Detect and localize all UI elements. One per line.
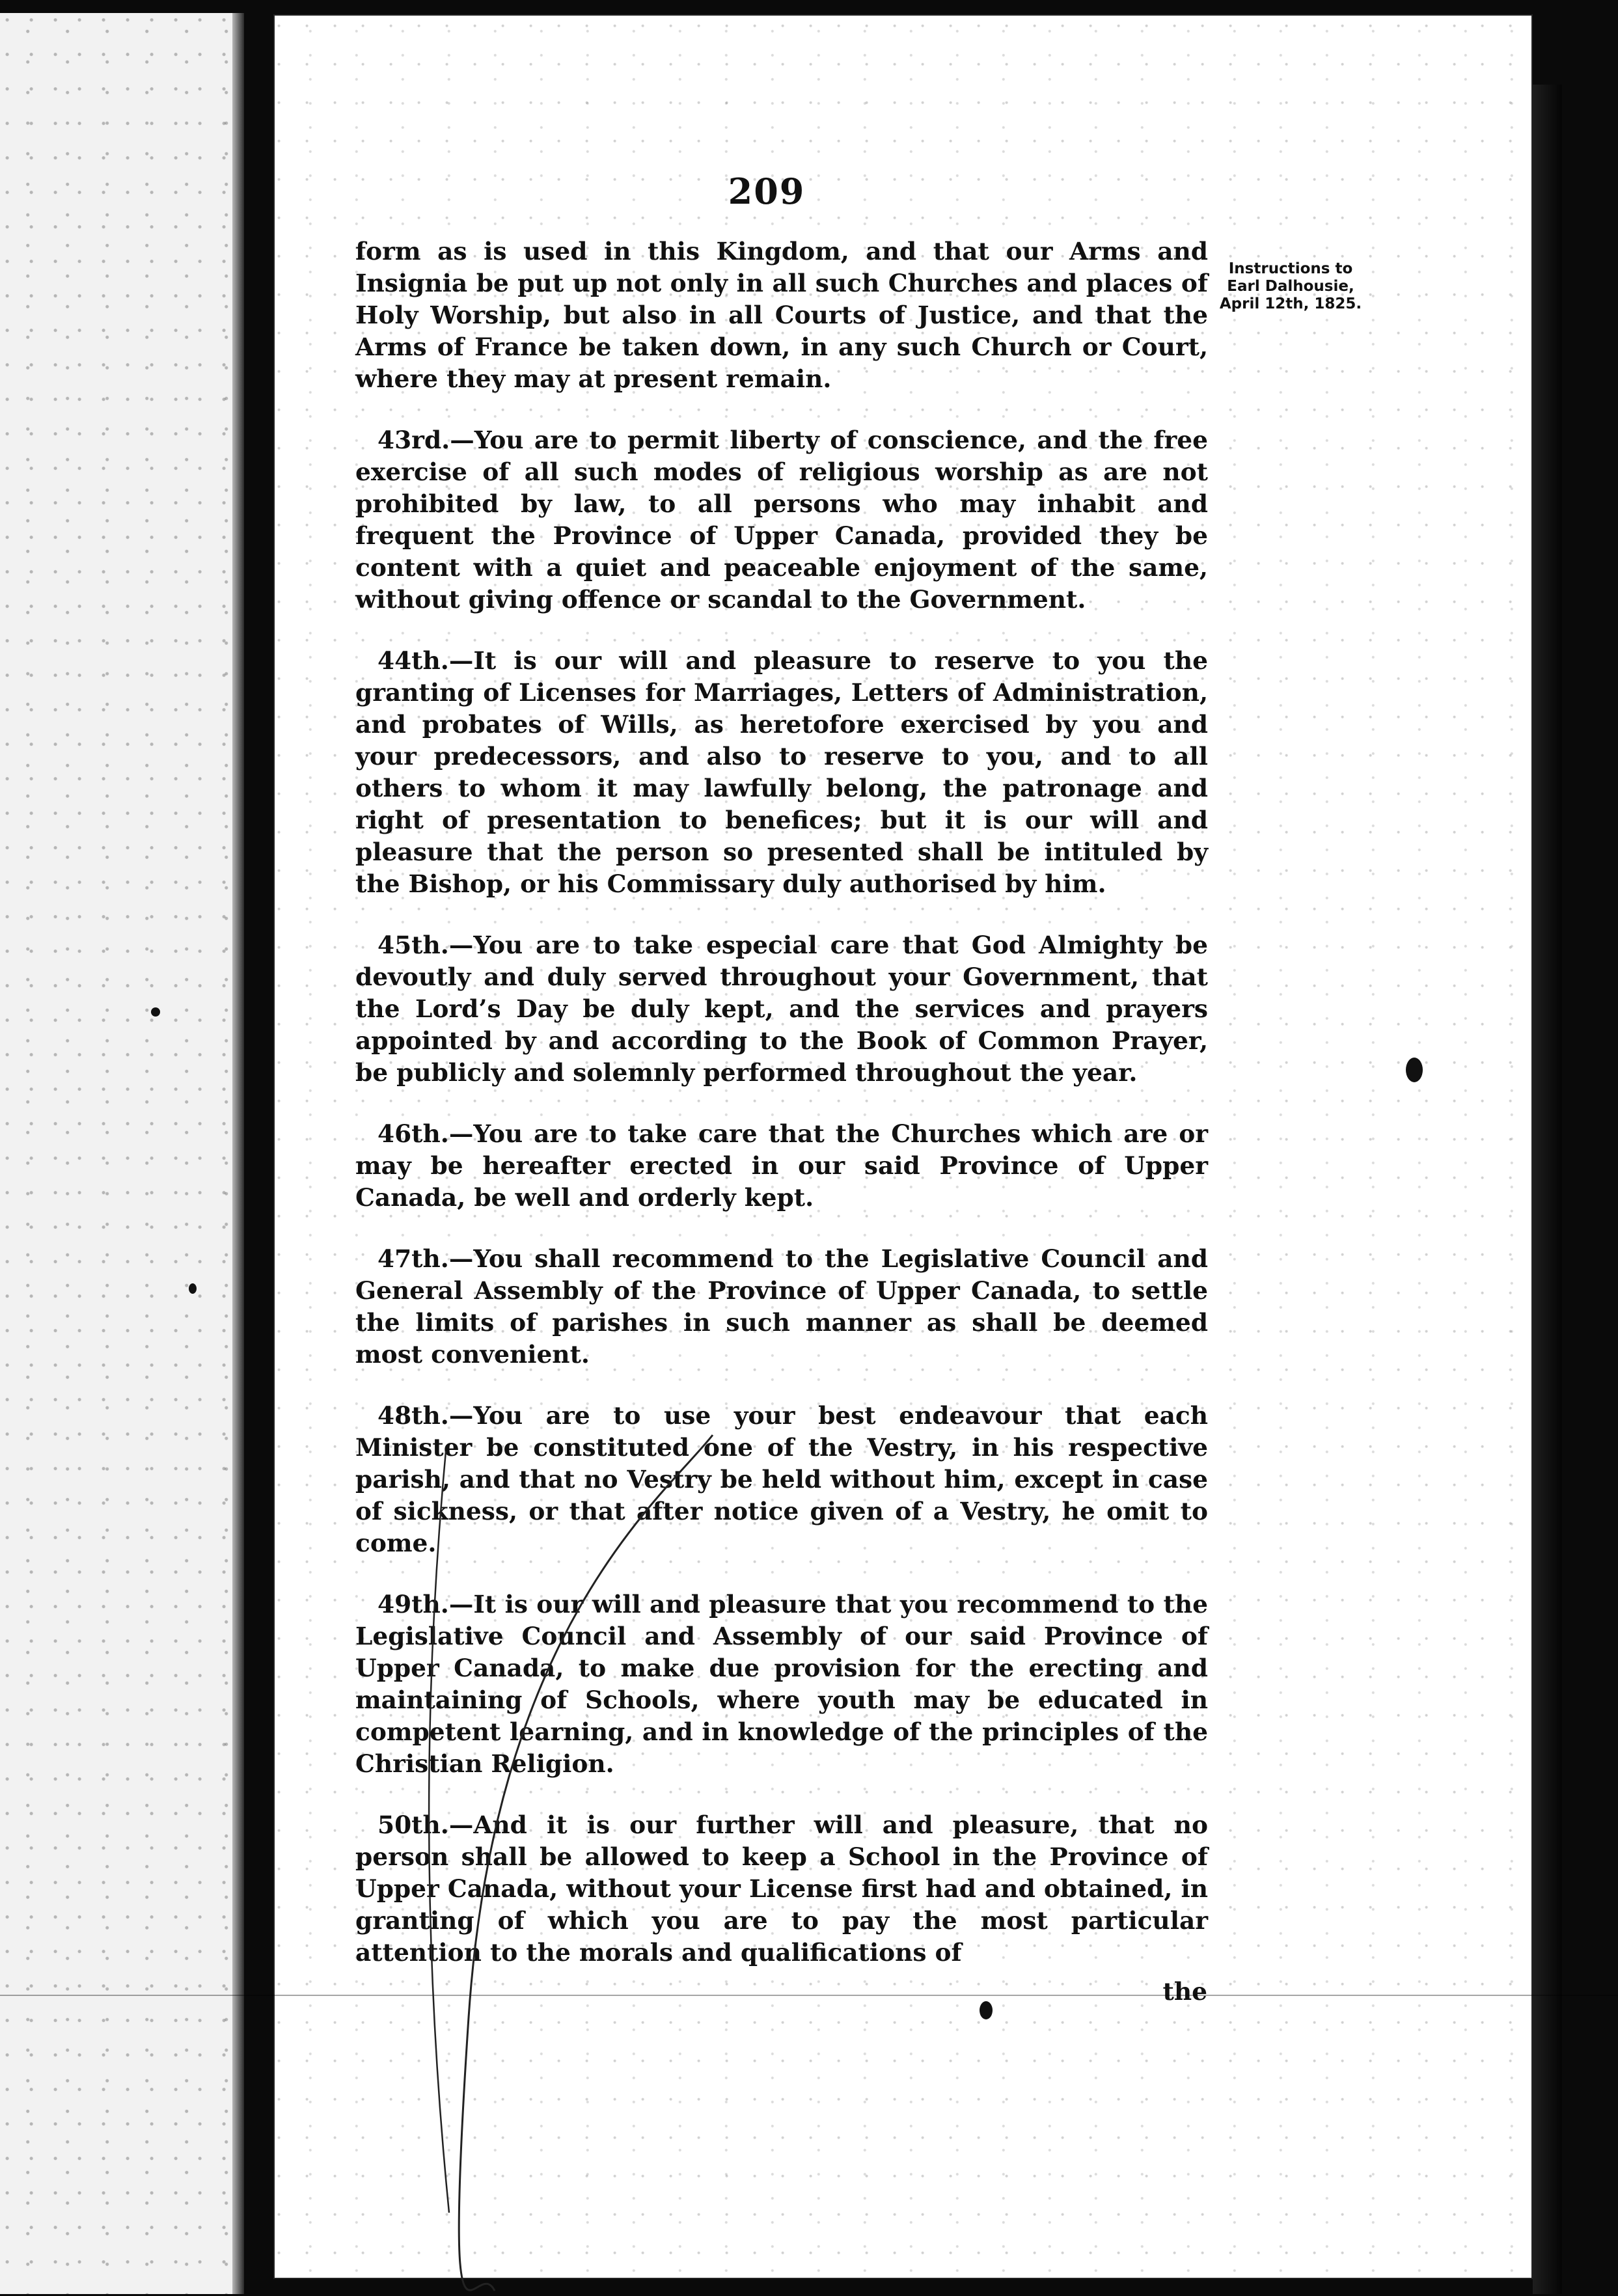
margin-note-line: April 12th, 1825.: [1219, 295, 1362, 312]
paragraph-49th: 49th.—It is our will and pleasure that you recommend to the Legislative Council and Assembly of our said Province of Upper Canada, to make due provision for the erecting and maintaining of Schools, where youth may be educated in competent learning, and in knowledge of the principles of the Christian Religion.: [355, 1590, 1208, 1778]
ink-blot: [151, 1007, 160, 1017]
paragraph-43rd: 43rd.—You are to permit liberty of conscience, and the free exercise of all such modes of religious worship as are not prohibited by law, to all persons who may inhabit and frequent the Province of Upper Canada, provided they be content with a quiet and peaceable enjoyment of the same, without giving offence or scandal to the Government.: [355, 426, 1208, 614]
page-number: 209: [728, 171, 806, 212]
ink-blot: [1406, 1058, 1423, 1082]
paragraph-46th: 46th.—You are to take care that the Churches which are or may be hereafter erected in our said Province of Upper Canada, be well and orderly kept.: [355, 1119, 1208, 1212]
margin-note-line: Earl Dalhousie,: [1227, 278, 1354, 295]
paragraph-50th: 50th.—And it is our further will and pleasure, that no person shall be allowed to keep a School in the Province of Upper Canada, without your License first had and obtained, in granting of which you are to pay the most particular attention to the morals and qualifications of: [355, 1811, 1208, 1967]
paragraph-45th: 45th.—You are to take especial care that God Almighty be devoutly and duly served throughout your Government, that the Lord’s Day be duly kept, and the services and prayers appointed by and according to the Book of Common Prayer, be publicly and solemnly performed throughout the year.: [355, 931, 1208, 1087]
ink-blot: [980, 2001, 993, 2019]
margin-note: [1216, 260, 1365, 313]
catchword: the: [1162, 1977, 1207, 2006]
article-body: [355, 236, 1208, 1998]
fold-crease: [0, 1995, 1618, 1996]
page-binding-edge: [1533, 85, 1562, 2294]
ink-blot: [189, 1283, 197, 1294]
facing-page-edge: [0, 13, 244, 2294]
paragraph-44th: 44th.—It is our will and pleasure to reserve to you the granting of Licenses for Marriages, Letters of Administration, and probates of Wills, as heretofore exercised by you and your predecessors, and also to reserve to you, and to all others to whom it may lawfully belong, the patronage and right of presentation to benefices; but it is our will and pleasure that the person so presented shall be intituled by the Bishop, or his Commissary duly authorised by him.: [355, 646, 1208, 898]
paragraph-48th: 48th.—You are to use your best endeavour that each Minister be constituted one of the Vestry, in his respective parish, and that no Vestry be held without him, except in case of sickness, or that after notice given of a Vestry, he omit to come.: [355, 1401, 1208, 1557]
margin-note-line: Instructions to: [1228, 260, 1353, 277]
paragraph-continued: form as is used in this Kingdom, and that our Arms and Insignia be put up not only in all such Churches and places of Holy Worship, but also in all Courts of Justice, and that the Arms of France be taken down, in any such Church or Court, where they may at present remain.: [355, 237, 1208, 393]
paragraph-47th: 47th.—You shall recommend to the Legislative Council and General Assembly of the Province of Upper Canada, to settle the limits of parishes in such manner as shall be deemed most convenient.: [355, 1244, 1208, 1369]
